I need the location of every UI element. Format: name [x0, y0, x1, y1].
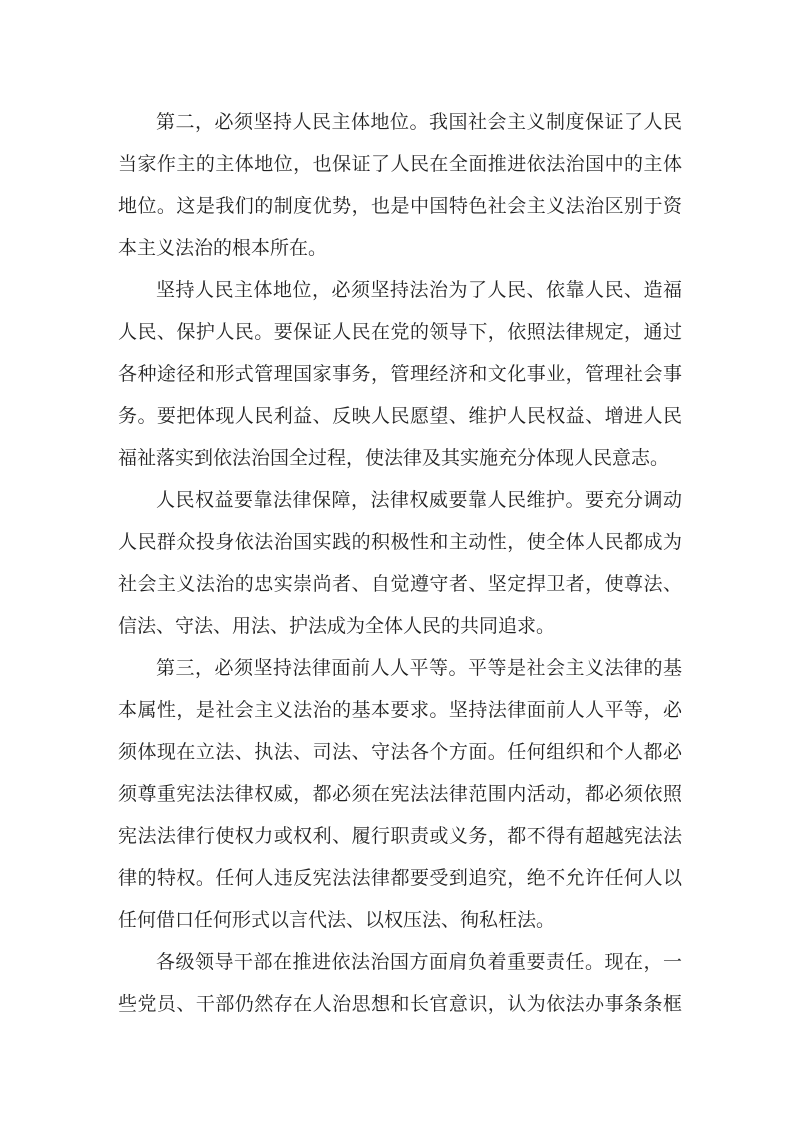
paragraph-2 — [118, 269, 682, 479]
text-line: 福祉落实到依法治国全过程，使法律及其实施充分体现人民意志。 — [118, 447, 670, 469]
paragraph-5 — [118, 941, 682, 1025]
text-line: 社会主义法治的忠实崇尚者、自觉遵守者、坚定捍卫者，使尊法、 — [118, 573, 682, 595]
text-line: 人民权益要靠法律保障，法律权威要靠人民维护。要充分调动 — [156, 489, 682, 511]
text-line: 本属性，是社会主义法治的基本要求。坚持法律面前人人平等，必 — [118, 699, 682, 721]
paragraph-4 — [118, 647, 682, 941]
paragraph-3 — [118, 479, 682, 647]
text-line: 本主义法治的根本所在。 — [118, 237, 328, 259]
text-line: 些党员、干部仍然存在人治思想和长官意识，认为依法办事条条框 — [118, 993, 682, 1015]
text-line: 宪法法律行使权力或权利、履行职责或义务，都不得有超越宪法法 — [118, 825, 682, 847]
text-line: 各级领导干部在推进依法治国方面肩负着重要责任。现在，一 — [156, 951, 682, 973]
text-line: 信法、守法、用法、护法成为全体人民的共同追求。 — [118, 615, 556, 637]
text-line: 第三，必须坚持法律面前人人平等。平等是社会主义法律的基 — [156, 657, 682, 679]
paragraph-1 — [118, 101, 682, 269]
text-line: 须体现在立法、执法、司法、守法各个方面。任何组织和个人都必 — [118, 741, 682, 763]
text-line: 须尊重宪法法律权威，都必须在宪法法律范围内活动，都必须依照 — [118, 783, 682, 805]
text-line: 任何借口任何形式以言代法、以权压法、徇私枉法。 — [118, 909, 556, 931]
text-line: 人民群众投身依法治国实践的积极性和主动性，使全体人民都成为 — [118, 531, 682, 553]
text-line: 当家作主的主体地位，也保证了人民在全面推进依法治国中的主体 — [118, 153, 682, 175]
text-line: 务。要把体现人民利益、反映人民愿望、维护人民权益、增进人民 — [118, 405, 682, 427]
document-text-block — [118, 101, 682, 1025]
text-line: 坚持人民主体地位，必须坚持法治为了人民、依靠人民、造福 — [156, 279, 682, 301]
text-line: 第二，必须坚持人民主体地位。我国社会主义制度保证了人民 — [156, 111, 682, 133]
text-line: 律的特权。任何人违反宪法法律都要受到追究，绝不允许任何人以 — [118, 867, 682, 889]
text-line: 地位。这是我们的制度优势，也是中国特色社会主义法治区别于资 — [118, 195, 682, 217]
text-line: 人民、保护人民。要保证人民在党的领导下，依照法律规定，通过 — [118, 321, 682, 343]
text-line: 各种途径和形式管理国家事务，管理经济和文化事业，管理社会事 — [118, 363, 682, 385]
